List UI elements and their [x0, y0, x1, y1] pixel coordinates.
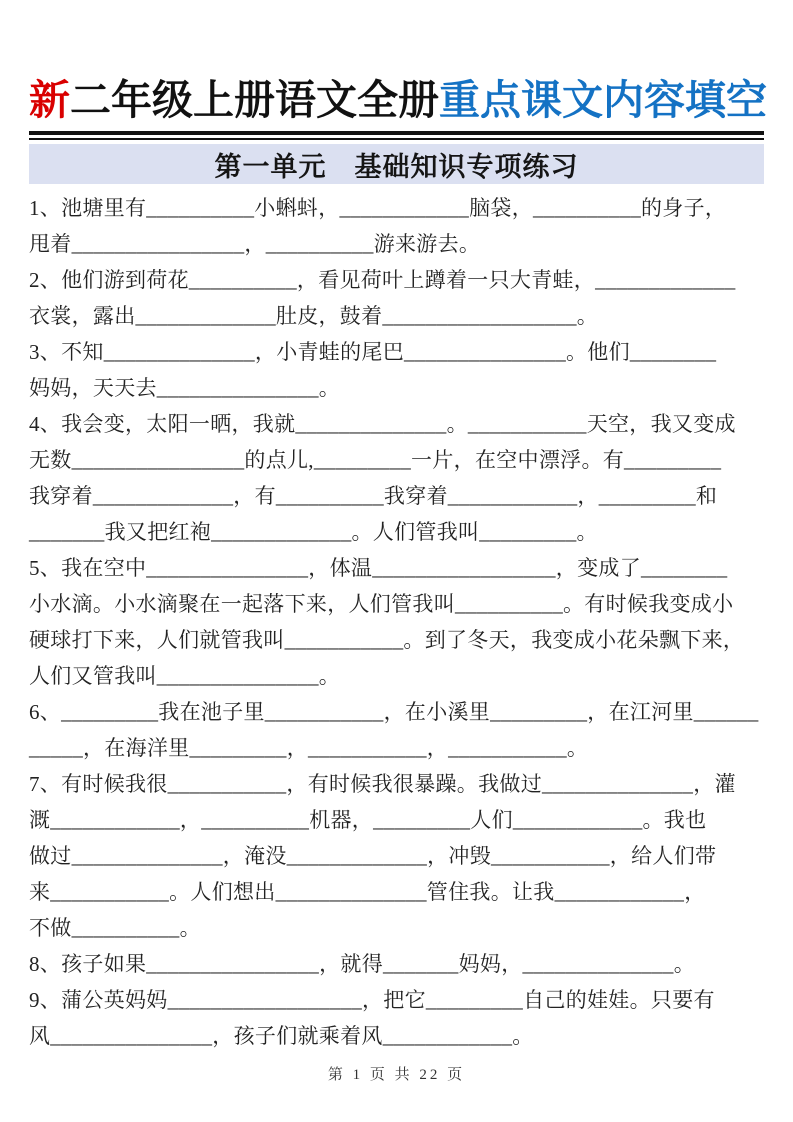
- text-line: 甩着________________，__________游来游去。: [29, 232, 481, 257]
- text-line: 4、我会变，太阳一晒，我就______________。___________天空，我又变成: [29, 412, 736, 437]
- text-line: 不做__________。: [29, 916, 201, 941]
- text-line: 来___________。人们想出______________管住我。让我____________，: [29, 880, 706, 905]
- text-line: 衣裳，露出_____________肚皮，鼓着__________________。: [29, 304, 599, 329]
- text-line: 3、不知______________，小青蛙的尾巴_______________。他们________: [29, 340, 717, 365]
- divider-thick-line: [29, 131, 764, 135]
- text-line: 6、_________我在池子里___________，在小溪里_________，在江河里______: [29, 700, 759, 725]
- page-title: [29, 76, 767, 125]
- page-number: 第 1 页 共 22 页: [327, 1067, 466, 1083]
- text-line: 无数________________的点儿,_________一片，在空中漂浮。有_________: [29, 448, 722, 473]
- text-line: 妈妈，天天去_______________。: [29, 376, 341, 401]
- worksheet-body: [29, 190, 764, 1054]
- title-part-accent: 重点课文内容填空: [439, 77, 767, 123]
- section-title: 第一单元 基础知识专项练习: [214, 151, 579, 182]
- text-line: _____，在海洋里_________，___________，___________。: [29, 736, 589, 761]
- title-divider: [29, 131, 764, 140]
- text-line: 风_______________，孩子们就乘着风____________。: [29, 1024, 534, 1049]
- text-line: 2、他们游到荷花__________，看见荷叶上蹲着一只大青蛙，_____________: [29, 268, 736, 293]
- text-line: _______我又把红袍_____________。人们管我叫_________。: [29, 520, 598, 545]
- title-part-new: 新: [29, 77, 70, 123]
- text-line: 小水滴。小水滴聚在一起落下来，人们管我叫__________。有时候我变成小: [29, 592, 734, 617]
- text-line: 人们又管我叫_______________。: [29, 664, 341, 689]
- page-footer: [0, 1063, 793, 1084]
- text-line: 溉____________，__________机器，_________人们____________。我也: [29, 808, 707, 833]
- title-part-main: 二年级上册语文全册: [70, 77, 439, 123]
- text-line: 硬球打下来，人们就管我叫___________。到了冬天，我变成小花朵飘下来，: [29, 628, 745, 653]
- divider-thin-line: [29, 138, 764, 140]
- text-line: 做过______________，淹没_____________，冲毁___________，给人们带: [29, 844, 717, 869]
- text-line: 7、有时候我很___________，有时候我很暴躁。我做过______________，灌: [29, 772, 736, 797]
- text-line: 9、蒲公英妈妈__________________，把它_________自己的娃娃。只要有: [29, 988, 715, 1013]
- section-banner: [29, 144, 764, 184]
- text-line: 8、孩子如果________________，就得_______妈妈，______________。: [29, 952, 695, 977]
- text-line: 5、我在空中_______________，体温_________________，变成了________: [29, 556, 728, 581]
- text-line: 我穿着_____________，有__________我穿着____________，_________和: [29, 484, 718, 509]
- text-line: 1、池塘里有__________小蝌蚪，____________脑袋，__________的身子，: [29, 196, 727, 221]
